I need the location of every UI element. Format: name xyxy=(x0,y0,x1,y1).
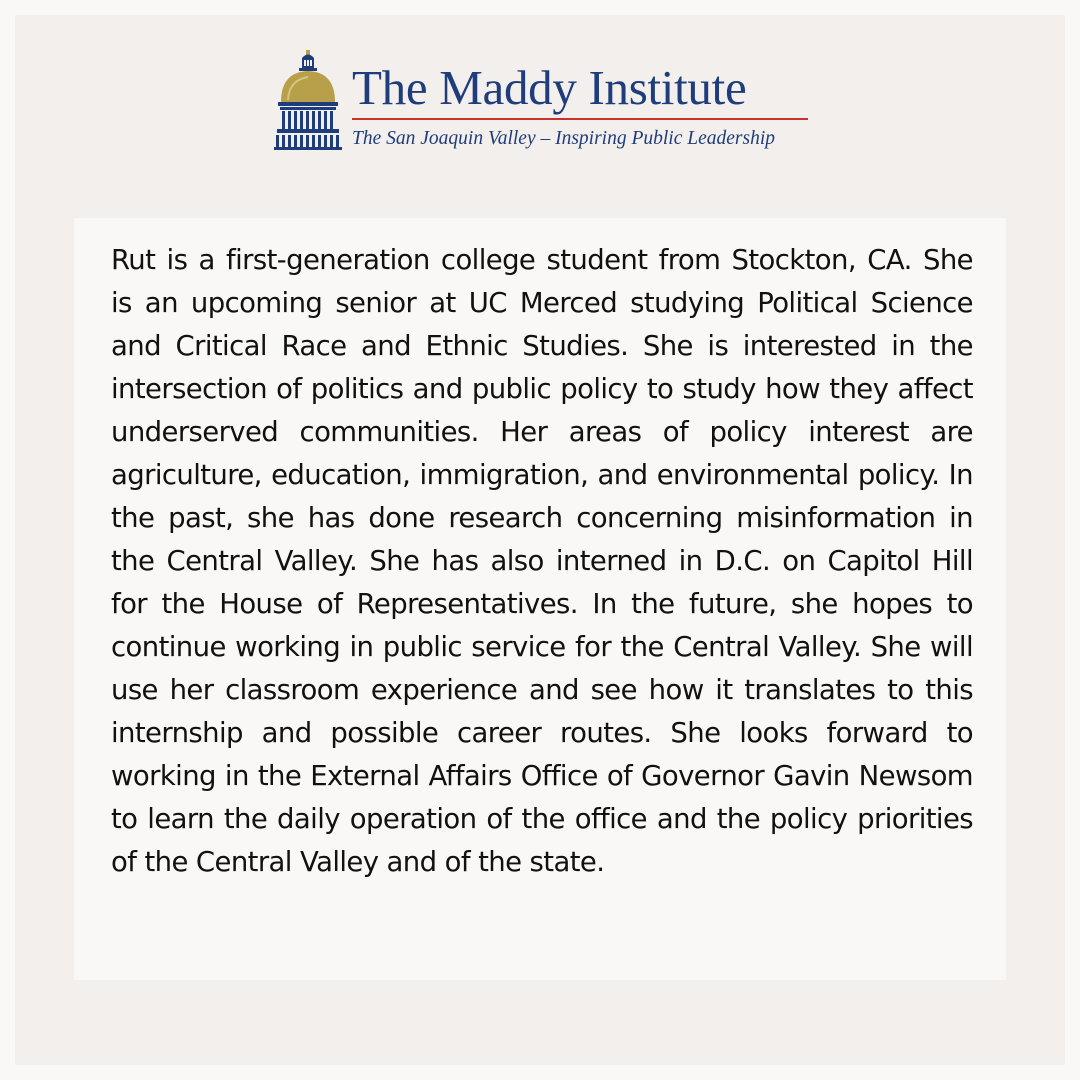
logo-divider xyxy=(352,118,808,120)
logo-tagline: The San Joaquin Valley – Inspiring Public Leadership xyxy=(352,128,776,149)
bio-card xyxy=(74,218,1006,980)
logo-title: The Maddy Institute xyxy=(352,60,747,115)
maddy-institute-logo xyxy=(273,50,813,152)
bio-text: Rut is a first-generation college student from Stockton, CA. She is an upcoming senior at UC Merced studying Political Science and Critical Race and Ethnic Studies. She is interested in the intersection of politics and public policy to study how they affect underserved communities. Her areas of policy interest are agriculture, education, immigration, and environmental policy. In the past, she has done research concerning misinformation in the Central Valley. She has also interned in D.C. on Capitol Hill for the House of Representatives. In the future, she hopes to continue working in public service for the Central Valley. She will use her classroom experience and see how it translates to this internship and possible career routes. She looks forward to working in the External Affairs Office of Governor Gavin Newsom to learn the daily operation of the office and the policy priorities of the Central Valley and of the state. xyxy=(111,244,973,878)
capitol-dome-icon xyxy=(273,50,343,150)
